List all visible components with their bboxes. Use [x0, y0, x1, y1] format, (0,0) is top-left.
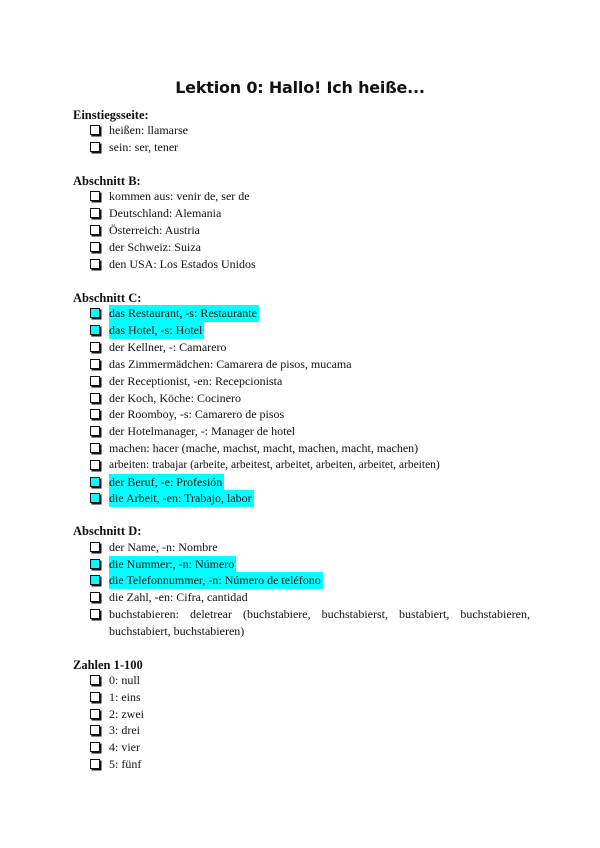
- section-heading: Einstiegsseite:: [73, 108, 149, 122]
- list-item: sein: ser, tener: [90, 139, 530, 156]
- checkbox-icon: [90, 725, 100, 735]
- list-item-highlighted: der Beruf, -e: Profesión: [90, 474, 530, 491]
- checkbox-icon: [90, 376, 100, 386]
- checkbox-icon: [90, 259, 100, 269]
- list-item: 2: zwei: [90, 706, 530, 723]
- list-item: der Koch, Köche: Cocinero: [90, 390, 530, 407]
- checkbox-icon: [90, 242, 100, 252]
- section-heading: Abschnitt D:: [73, 524, 142, 538]
- checkbox-icon: [90, 443, 100, 453]
- checkbox-icon: [90, 359, 100, 369]
- list-item: Deutschland: Alemania: [90, 205, 530, 222]
- list-item-highlighted: die Telefonnummer, -n: Número de teléfono: [90, 572, 530, 589]
- list-item: der Hotelmanager, -: Manager de hotel: [90, 423, 530, 440]
- checkbox-icon: [90, 559, 100, 569]
- checkbox-icon: [90, 208, 100, 218]
- list-item: arbeiten: trabajar (arbeite, arbeitest, arbeitet, arbeiten, arbeitet, arbeiten): [90, 457, 530, 474]
- list-item: 3: drei: [90, 722, 530, 739]
- checkbox-icon: [90, 709, 100, 719]
- section-heading: Abschnitt B:: [73, 174, 141, 188]
- list-item-highlighted: das Hotel, -s: Hotel: [90, 322, 530, 339]
- checkbox-icon: [90, 477, 100, 487]
- list-item: 4: vier: [90, 739, 530, 756]
- checkbox-icon: [90, 393, 100, 403]
- checkbox-icon: [90, 675, 100, 685]
- list-item: der Schweiz: Suiza: [90, 239, 530, 256]
- checkbox-icon: [90, 692, 100, 702]
- list-item: der Kellner, -: Camarero: [90, 339, 530, 356]
- list-item: buchstabieren: deletrear (buchstabiere, buchstabierst, bustabiert, buchstabieren, buchstabiert, buchstabieren): [90, 606, 530, 640]
- list-item-highlighted: die Arbeit, -en: Trabajo, labor: [90, 490, 530, 507]
- list-item-highlighted: die Nummer:, -n: Número: [90, 556, 530, 573]
- checkbox-icon: [90, 609, 100, 619]
- checkbox-icon: [90, 426, 100, 436]
- list-item: 5: fünf: [90, 756, 530, 773]
- list-item: machen: hacer (mache, machst, macht, machen, macht, machen): [90, 440, 530, 457]
- checkbox-icon: [90, 460, 100, 470]
- checkbox-icon: [90, 142, 100, 152]
- checkbox-icon: [90, 191, 100, 201]
- list-item: der Name, -n: Nombre: [90, 539, 530, 556]
- checkbox-icon: [90, 325, 100, 335]
- list-item: 1: eins: [90, 689, 530, 706]
- checkbox-icon: [90, 342, 100, 352]
- checkbox-icon: [90, 308, 100, 318]
- checkbox-icon: [90, 759, 100, 769]
- page-title: Lektion 0: Hallo! Ich heiße...: [175, 78, 425, 97]
- checkbox-icon: [90, 125, 100, 135]
- checkbox-icon: [90, 493, 100, 503]
- list-item: das Zimmermädchen: Camarera de pisos, mucama: [90, 356, 530, 373]
- list-item-highlighted: das Restaurant, -s: Restaurante: [90, 305, 530, 322]
- list-item: den USA: Los Estados Unidos: [90, 256, 530, 273]
- section-heading: Zahlen 1-100: [73, 658, 143, 672]
- list-item: 0: null: [90, 672, 530, 689]
- list-item: Österreich: Austria: [90, 222, 530, 239]
- checkbox-icon: [90, 409, 100, 419]
- list-item: die Zahl, -en: Cifra, cantidad: [90, 589, 530, 606]
- checkbox-icon: [90, 542, 100, 552]
- list-item: der Receptionist, -en: Recepcionista: [90, 373, 530, 390]
- checkbox-icon: [90, 575, 100, 585]
- checkbox-icon: [90, 742, 100, 752]
- checkbox-icon: [90, 225, 100, 235]
- list-item: der Roomboy, -s: Camarero de pisos: [90, 406, 530, 423]
- list-item: heißen: llamarse: [90, 122, 530, 139]
- list-item: kommen aus: venir de, ser de: [90, 188, 530, 205]
- checkbox-icon: [90, 592, 100, 602]
- section-heading: Abschnitt C:: [73, 291, 142, 305]
